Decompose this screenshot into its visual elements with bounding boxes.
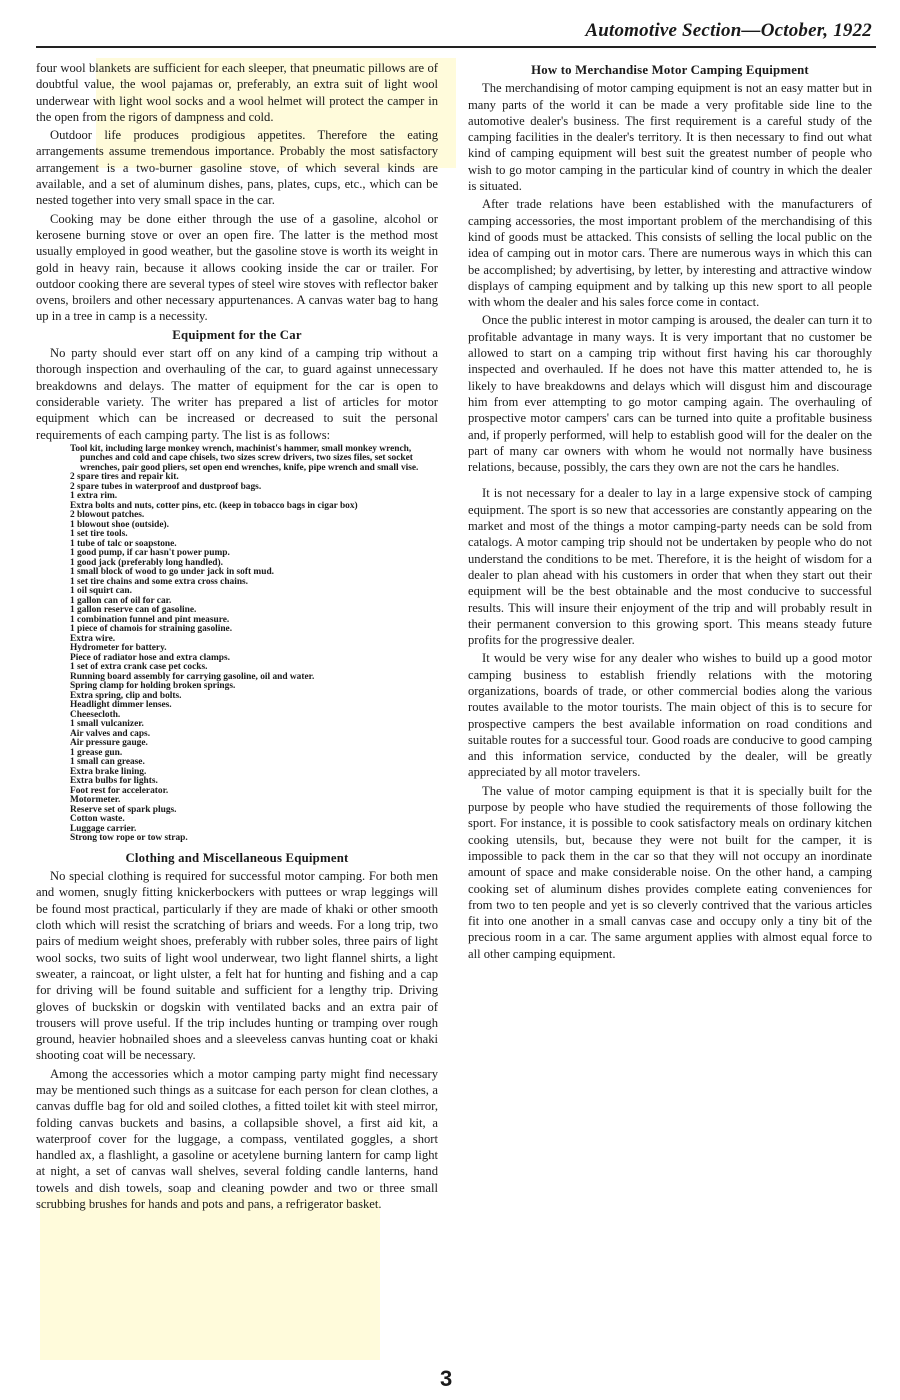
list-item: 1 grease gun.	[70, 747, 123, 758]
list-item: Cotton waste.	[70, 814, 125, 825]
paragraph-gap	[468, 475, 872, 485]
list-item: 1 gallon reserve can of gasoline.	[70, 605, 197, 616]
list-item: 1 combination funnel and pint measure.	[70, 614, 230, 625]
list-item: Luggage carrier.	[70, 823, 137, 834]
paragraph: Cooking may be done either through the use of a gasoline, alcohol or kerosene burning stove or over an open fire. The latter is the method most usually employed in good weather, but the gasoline stove is worth its weight in gold in heavy rain, because it allows cooking inside the car or trailer. For outdoor cooking there are several types of steel wire stoves with reflector baker ovens, broilers and other necessary appurtenances. A canvas water bag to hang up in a tree in camp is a necessity.	[36, 211, 438, 324]
paragraph: The merchandising of motor camping equipment is not an easy matter but in many parts of the world it can be made a very profitable side line to the automotive dealer's business. The first requirement is a careful study of the camping facilities in the dealer's territory. It is then necessary to find out what kind of camping equipment will best suit the greatest number of people who wish to go motor camping in the particular kind of country in which the dealer is situated.	[468, 81, 872, 194]
running-head: Automotive Section—October, 1922	[585, 20, 872, 41]
list-item: 1 good pump, if car hasn't power pump.	[70, 548, 230, 559]
list-item: Foot rest for accelerator.	[70, 785, 169, 796]
list-item: 1 blowout shoe (outside).	[70, 519, 169, 530]
list-item: Piece of radiator hose and extra clamps.	[70, 652, 230, 663]
list-item: 1 small can grease.	[70, 757, 145, 768]
paragraph: four wool blankets are sufficient for each sleeper, that pneumatic pillows are of doubtful value, the wool pajamas or, preferably, an extra suit of light wool underwear with light wool socks and a wool helmet will protect the camper in the open from the rigors of dampness and cold.	[36, 61, 438, 124]
list-item: 2 blowout patches.	[70, 510, 145, 521]
paragraph: No special clothing is required for successful motor camping. For both men and women, snugly fitting knickerbockers with puttees or wrap leggings will be found most practical, particularly if they are made of khaki or other smooth cloth which will resist the scratching of briars and weeds. For a long trip, two pairs of medium weight shoes, preferably with rubber soles, three pairs of light wool socks, two suits of light wool underwear, two light flannel shirts, a light sweater, a raincoat, or light ulster, a felt hat for hunting and fishing and a cap for driving will be found suitable and sufficient for a lengthy trip. Driving gloves of buckskin or dogskin with ventilated backs and an extra pair of trousers will prove useful. If the trip includes hunting or tramping over rough ground, heavier hobnailed shoes and a sleeveless canvas hunting coat or khaki shooting coat will be necessary.	[36, 869, 438, 1063]
list-item: Strong tow rope or tow strap.	[70, 833, 188, 844]
list-item: Air pressure gauge.	[70, 738, 148, 749]
list-item: 1 set tire chains and some extra cross chains.	[70, 576, 249, 587]
article-heading: How to Merchandise Motor Camping Equipment	[531, 63, 809, 77]
right-column	[468, 60, 872, 962]
list-item: Extra wire.	[70, 633, 116, 644]
page-number: 3	[440, 1366, 453, 1391]
highlight-overlay-bottom	[40, 1192, 380, 1360]
list-item: 1 set of extra crank case pet cocks.	[70, 662, 208, 673]
section-heading-equipment: Equipment for the Car	[172, 327, 302, 342]
list-item: 1 extra rim.	[70, 491, 118, 502]
paragraph: Among the accessories which a motor camping party might find necessary may be mentioned such things as a suitcase for each person for clean clothes, a canvas duffle bag for old and soiled clothes, a fitted toilet kit with steel mirror, folding canvas buckets and basins, a collapsible shovel, a first aid kit, a waterproof cover for the luggage, a compass, ventilated goggles, a short handled ax, a flashlight, a gasoline or acetylene burning lantern for camp light at night, a set of canvas wall shelves, several folding candle lanterns, hand towels and dish towels, soap and cleaning powder and two or three small scrubbing brushes for hands and pots and pans, a refrigerator basket.	[36, 1066, 438, 1212]
list-item: 2 spare tubes in waterproof and dustproof bags.	[70, 481, 262, 492]
equipment-list	[70, 445, 438, 844]
paragraph: The value of motor camping equipment is that it is specially built for the purpose by people who have studied the requirements of those following the sport. For instance, it is possible to cook satisfactory meals on ordinary kitchen cooking utensils, but, because they were not built for the camper, it is impossible to pack them in the car so that they will not occupy an inordinate amount of space and make considerable noise. On the other hand, a camping cooking set of aluminum dishes provides complete eating conveniences for from two to ten people and yet is so cleverly contrived that the various articles fit into one another in a small canvas case and occupy only a tiny bit of the precious room in a car. The same argument applies with almost equal force to all other camping equipment.	[468, 783, 872, 961]
list-item: Spring clamp for holding broken springs.	[70, 681, 236, 692]
list-item: 1 tube of talc or soapstone.	[70, 538, 177, 549]
list-item: 1 oil squirt can.	[70, 586, 132, 597]
list-item: Running board assembly for carrying gasoline, oil and water.	[70, 671, 315, 682]
list-item: Extra bulbs for lights.	[70, 776, 158, 787]
list-item: 1 set tire tools.	[70, 529, 128, 540]
list-item: Extra brake lining.	[70, 766, 147, 777]
list-item: 1 good jack (preferably long handled).	[70, 557, 223, 568]
list-item: Headlight dimmer lenses.	[70, 700, 172, 711]
list-item: Tool kit, including large monkey wrench, machinist's hammer, small monkey wrench, punches and cold and cape chisels, two sizes screw drivers, two sizes files, set socket wrenches, pair good pliers, set open end wrenches, knife, pipe wrench and small vise.	[70, 443, 419, 473]
list-item: Air valves and caps.	[70, 728, 151, 739]
list-item: Cheesecloth.	[70, 709, 121, 720]
paragraph: No party should ever start off on any kind of a camping trip without a thorough inspection and overhauling of the car, to guard against unnecessary breakdowns and delays. The matter of equipment for the car is open to considerable variety. The writer has prepared a list of articles for motor equipment which can be increased or decreased to suit the personal requirements of each camping party. The list is as follows:	[36, 346, 438, 442]
paragraph: It is not necessary for a dealer to lay in a large expensive stock of camping equipment. The sport is so new that accessories are constantly appearing on the market and most of the things a motor camping-party needs can be sold from catalogs. A motor camping trip should not be undertaken by people who do not understand the conditions to be met. Therefore, it is the height of wisdom for a dealer to plan ahead with his customers in order that when they start out their equipment will be the best obtainable and the most conducive to successful results. This will insure their enjoyment of the trip and will probably result in their permanent conversion to this growing sport. This means steady future profits for the progressive dealer.	[468, 486, 872, 648]
section-heading-clothing: Clothing and Miscellaneous Equipment	[125, 850, 349, 865]
list-item: Extra bolts and nuts, cotter pins, etc. (keep in tobacco bags in cigar box)	[70, 500, 358, 511]
list-item: Extra spring, clip and bolts.	[70, 690, 182, 701]
list-item: Hydrometer for battery.	[70, 643, 167, 654]
list-item: 1 small block of wood to go under jack in soft mud.	[70, 567, 275, 578]
left-column	[36, 60, 438, 1212]
list-item: Motormeter.	[70, 795, 121, 806]
list-item: 1 gallon can of oil for car.	[70, 595, 172, 606]
paragraph: After trade relations have been established with the manufacturers of camping accessories, the most important problem of the merchandising of this kind of goods must be attacked. This consists of selling the local public on the idea of camping out in motor cars. There are numerous ways in which this can be accomplished; by advertising, by letter, by interesting and attractive window displays of camping equipment and by talking up this new sport to all people with whom the dealer and his sales force come in contact.	[468, 197, 872, 310]
list-item: 2 spare tires and repair kit.	[70, 472, 179, 483]
list-item: 1 piece of chamois for straining gasoline.	[70, 624, 233, 635]
list-item: 1 small vulcanizer.	[70, 719, 144, 730]
paragraph: Outdoor life produces prodigious appetites. Therefore the eating arrangements assume tremendous importance. Probably the most satisfactory arrangement is a two-burner gasoline stove, of which several kinds are available, and a set of aluminum dishes, pans, plates, cups, etc., which can be nested together into very small space in the car.	[36, 128, 438, 208]
paragraph: It would be very wise for any dealer who wishes to build up a good motor camping business to establish friendly relations with the motoring organizations, boards of trade, or other commercial bodies along the various routes available to the motor tourists. The main object of this is to secure for prospective campers the best available information on road conditions and suitable routes for a successful tour. Good roads are conducive to good camping and this information service, conducted by the dealer, will be greatly appreciated by all motor travelers.	[468, 651, 872, 780]
list-item: Reserve set of spark plugs.	[70, 804, 177, 815]
header-rule	[36, 46, 876, 48]
paragraph: Once the public interest in motor camping is aroused, the dealer can turn it to profitable advantage in many ways. It is very important that no customer be allowed to start on a camping trip without first having his car thoroughly inspected and overhauled. If he does not have this matter attended to, he is likely to have breakdowns and delays which will disgust him and discourage him from ever attempting to go motor camping again. The overhauling of prospective motor campers' cars can be turned into quite a profitable business and, if properly performed, will help to establish good will for the dealer on the part of many car owners with whom he would not normally have business relations, because, possibly, the cars they own are not the cars he handles.	[468, 313, 872, 475]
